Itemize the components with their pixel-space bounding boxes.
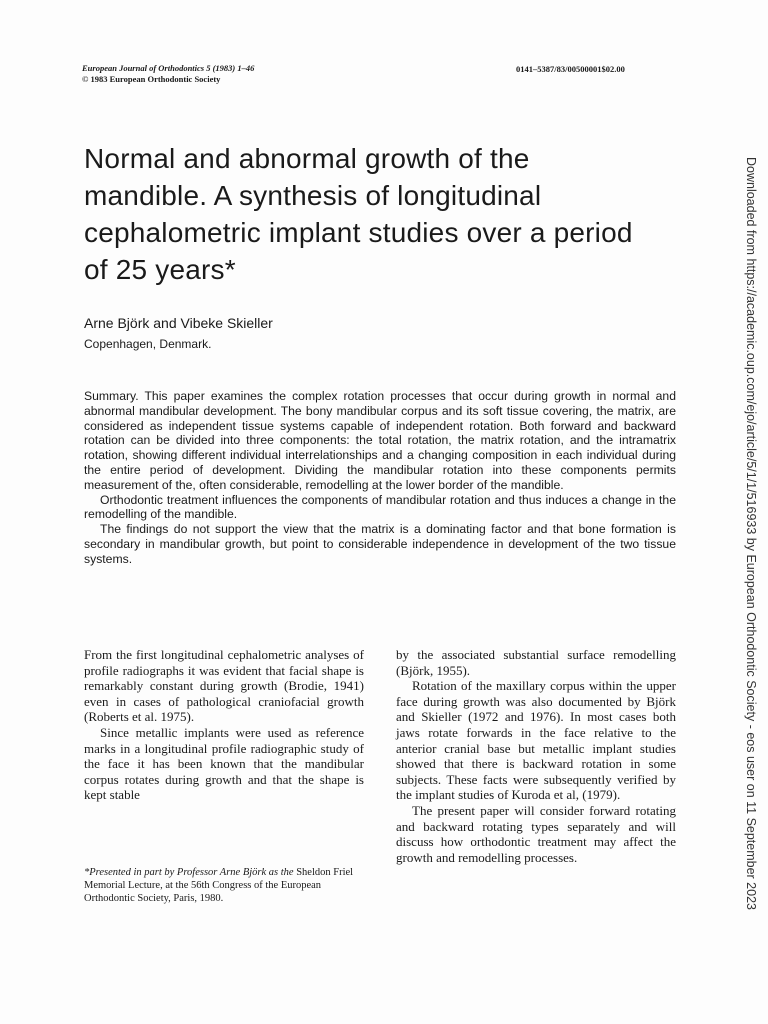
body-paragraph: Rotation of the maxillary corpus within the upper face during growth was also documented by Björk and Skieller (1972 and 1976). In most cases both jaws rotate forwards in the face relative to the anterior cranial base but metallic implant studies showed that there is backward rotation in some subjects. These facts were subsequently verified by the implant studies of Kuroda et al, (1979). [396,678,676,803]
footnote-rest: Sheldon Friel Memorial Lecture, at the 56th Congress of the European Orthodontic Society, Paris, 1980. [84,867,354,905]
body-column-left [84,647,364,803]
body-column-right [396,647,676,865]
article-authors: Arne Björk and Vibeke Skieller [84,315,273,331]
article-title: Normal and abnormal growth of the mandible. A synthesis of longitudinal cephalometric implant studies over a period of 25 years* [84,143,633,285]
body-paragraph: Since metallic implants were used as reference marks in a longitudinal profile radiographic study of the face it has been known that the mandibular corpus rotates during growth and that the shape is kept stable [84,724,364,803]
summary-section [84,389,676,567]
journal-citation: European Journal of Orthodontics 5 (1983) 1–46 [82,63,255,73]
issn-code: 0141–5387/83/00500001$02.00 [516,64,625,74]
summary-paragraph-1: Summary. This paper examines the complex rotation processes that occur during growth in normal and abnormal mandibular development. The bony mandibular corpus and its soft tissue covering, the matrix, are considered as independent tissue systems capable of independent rotation. Both forward and backward rotation can be divided into three components: the total rotation, the matrix rotation, and the intramatrix rotation, showing different individual interrelationships and a changing composition in each individual during the entire period of development. Dividing the mandibular rotation into these components permits measurement of the, often considerable, remodelling at the lower border of the mandible. [84,389,676,492]
summary-paragraph-2: Orthodontic treatment influences the components of mandibular rotation and thus induces a change in the remodelling of the mandible. [84,492,676,522]
download-watermark-text: Downloaded from https://academic.oup.com/ejo/article/5/1/1/516933 by European Orthodontic Society - eos user on 11 September 2023 [744,157,758,910]
footnote [84,866,366,906]
author-affiliation: Copenhagen, Denmark. [84,337,212,351]
summary-paragraph-3: The findings do not support the view that the matrix is a dominating factor and that bone formation is secondary in mandibular growth, but point to considerable independence in development of the two tissue systems. [84,522,676,566]
download-watermark [742,157,762,910]
body-paragraph: by the associated substantial surface remodelling (Björk, 1955). [396,647,676,678]
footnote-first-line: *Presented in part by Professor Arne Björk as the [84,867,294,878]
body-paragraph: The present paper will consider forward rotating and backward rotating types separately and will discuss how orthodontic treatment may affect the growth and remodelling processes. [396,802,676,865]
copyright-notice: © 1983 European Orthodontic Society [82,74,221,84]
body-paragraph: From the first longitudinal cephalometric analyses of profile radiographs it was evident that facial shape is remarkably constant during growth (Brodie, 1941) even in cases of pathological craniofacial growth (Roberts et al. 1975). [84,647,364,725]
